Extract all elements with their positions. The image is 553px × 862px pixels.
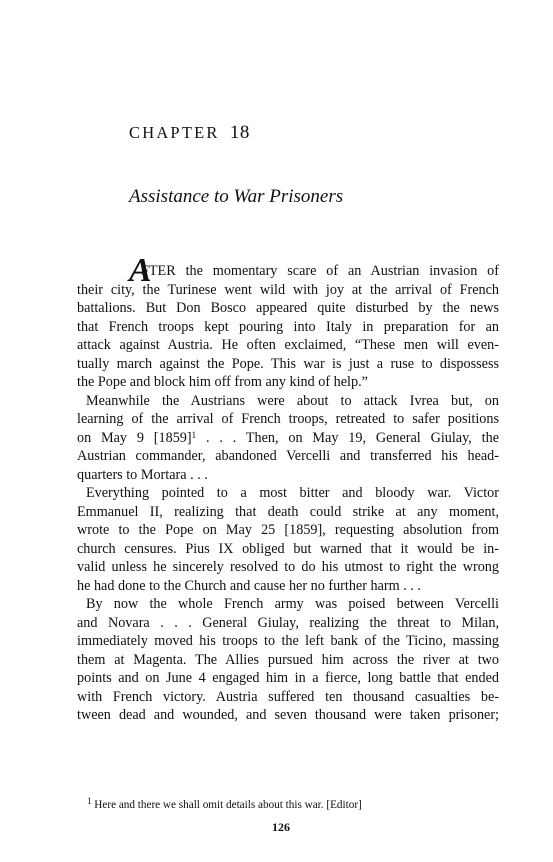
text-line: he had done to the Church and cause her no further harm . . . — [77, 577, 421, 594]
text-line: Meanwhile the Austrians were about to attack Ivrea but, on — [86, 392, 499, 409]
footnote-text: Here and there we shall omit details about this war. [Editor] — [94, 799, 362, 811]
text-line: with French victory. Austria suffered ten thousand casualties be- — [77, 688, 499, 705]
text-line: By now the whole French army was poised between Vercelli — [86, 596, 499, 612]
text-line: wrote to the Pope on May 25 [1859], requesting absolution from — [77, 522, 499, 538]
text-line: battalions. But Don Bosco appeared quite disturbed by the news — [77, 300, 499, 316]
footnote-ref: 1 — [191, 429, 197, 440]
text-line: Everything pointed to a most bitter and bloody war. Victor — [86, 485, 499, 501]
text-line: and Novara . . . General Giulay, realizing the threat to Milan, — [77, 614, 499, 631]
text-line: valid unless he sincerely resolved to do his utmost to right the wrong — [77, 559, 499, 575]
text-line: their city, the Turinese went wild with joy at the arrival of French — [77, 281, 499, 298]
text-line: points and on June 4 engaged him in a fierce, long battle that ended — [77, 670, 499, 686]
body-text — [77, 252, 499, 725]
text-line: them at Magenta. The Allies pursued him across the river at two — [77, 651, 499, 668]
text-fragment: . . . Then, on May 19, General Giulay, the — [205, 429, 499, 446]
text-line: the Pope and block him off from any kind of help.” — [77, 374, 368, 390]
footnote — [87, 796, 362, 811]
text-line: attack against Austria. He often exclaimed, “These men will even- — [77, 337, 499, 353]
chapter-number: 18 — [229, 122, 250, 143]
text-line: Austrian commander, abandoned Vercelli and transferred his head- — [77, 448, 499, 464]
chapter-heading — [129, 122, 250, 144]
text-fragment: on May 9 [1859] — [77, 429, 192, 446]
text-line: learning of the arrival of French troops, retreated to safer positions — [77, 411, 499, 427]
chapter-title: Assistance to War Prisoners — [129, 186, 344, 207]
page-number: 126 — [272, 820, 290, 834]
drop-cap: A — [129, 252, 152, 289]
text-line: tween dead and wounded, and seven thousand were taken prisoner; — [77, 707, 499, 723]
text-line: tually march against the Pope. This war is just a ruse to dispossess — [77, 355, 499, 372]
text-line: that French troops kept pouring into Italy in preparation for an — [77, 318, 499, 335]
text-line: Emmanuel II, realizing that death could strike at any moment, — [77, 503, 499, 520]
chapter-label: CHAPTER — [129, 123, 220, 142]
text-line: church censures. Pius IX obliged but warned that it would be in- — [77, 540, 499, 557]
text-line: quarters to Mortara . . . — [77, 466, 208, 483]
text-line: immediately moved his troops to the left bank of the Ticino, massing — [77, 633, 499, 649]
text-line — [77, 429, 499, 448]
footnote-marker: 1 — [87, 796, 92, 806]
text-line: FTER the momentary scare of an Austrian invasion of — [141, 263, 499, 279]
